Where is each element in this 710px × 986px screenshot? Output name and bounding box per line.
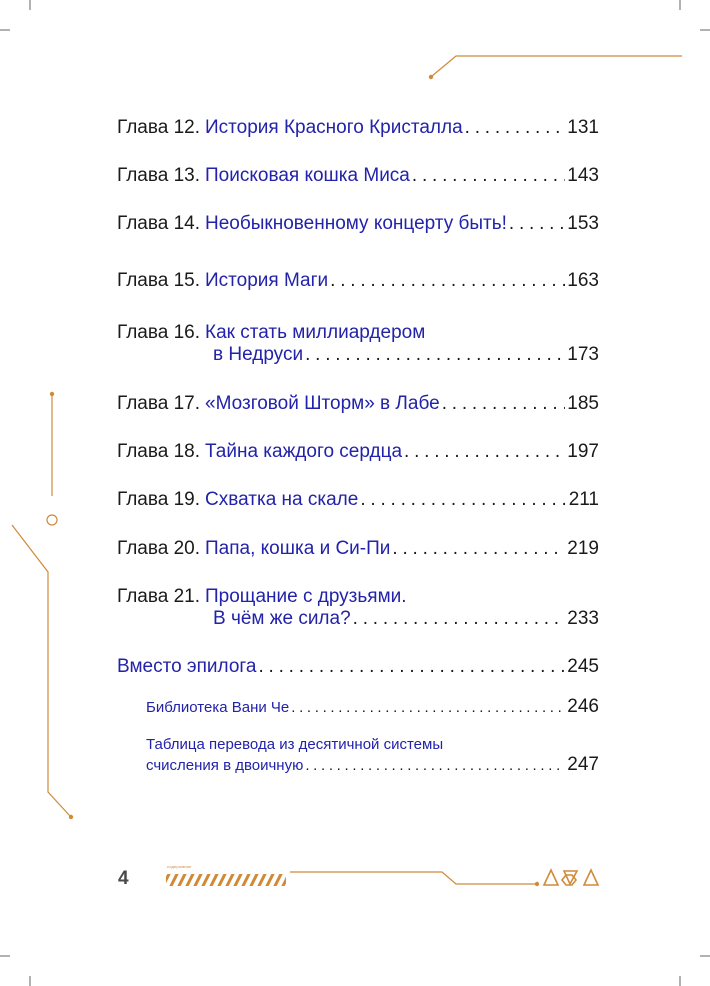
page-ref: 197 (567, 441, 599, 462)
dot-leader (392, 538, 565, 560)
epilogue-title: Вместо эпилога (117, 656, 257, 677)
chapter-number: Глава 18. (117, 441, 201, 462)
chapter-number: Глава 14. (117, 213, 201, 234)
chapter-number: Глава 12. (117, 117, 201, 138)
appendix-title: Таблица перевода из десятичной системы (146, 736, 444, 753)
page-ref: 245 (567, 656, 599, 677)
dot-leader (258, 656, 565, 678)
chapter-title: Как стать миллиардером (205, 322, 426, 343)
toc-entry-appendix[interactable] (146, 697, 599, 718)
chapter-title: Поисковая кошка Миса (205, 165, 410, 186)
dot-leader (305, 756, 565, 776)
toc-entry[interactable] (117, 586, 599, 630)
chapter-title: «Мозговой Шторм» в Лабе (205, 393, 440, 414)
toc-entry[interactable] (117, 489, 599, 511)
chapter-title: История Маги (205, 270, 329, 291)
toc-entry[interactable] (117, 441, 599, 463)
chapter-number: Глава 19. (117, 489, 201, 510)
chapter-title: История Красного Кристалла (205, 117, 463, 138)
page-ref: 173 (567, 344, 599, 365)
page-ref: 153 (567, 213, 599, 234)
chapter-number: Глава 15. (117, 270, 201, 291)
dot-leader (291, 698, 565, 718)
toc-entry[interactable] (117, 270, 599, 292)
appendix-title-continuation: счисления в двоичную (146, 757, 304, 774)
page-ref: 185 (567, 393, 599, 414)
chapter-title: Прощание с друзьями. (205, 586, 407, 607)
dot-leader (353, 608, 566, 630)
chapter-title: Необыкновенному концерту быть! (205, 213, 507, 234)
dot-leader (404, 441, 565, 463)
page-ref: 131 (567, 117, 599, 138)
chapter-number: Глава 13. (117, 165, 201, 186)
page-ref: 247 (567, 754, 599, 775)
chapter-number: Глава 21. (117, 586, 201, 607)
section-label: содержание (167, 864, 192, 869)
page-ref: 219 (567, 538, 599, 559)
page-number: 4 (118, 868, 129, 889)
toc-entry[interactable] (117, 213, 599, 235)
dot-leader (442, 393, 566, 415)
appendix-title: Библиотека Вани Че (146, 699, 290, 716)
page-ref: 211 (568, 489, 599, 510)
page-ref: 143 (567, 165, 599, 186)
chapter-title: Схватка на скале (205, 489, 359, 510)
dot-leader (330, 270, 565, 292)
chapter-title: Папа, кошка и Си-Пи (205, 538, 391, 559)
dot-leader (465, 117, 566, 139)
toc-entry[interactable] (117, 393, 599, 415)
toc-entry[interactable] (117, 117, 599, 139)
chapter-title-continuation: В чём же сила? (213, 608, 351, 629)
dot-leader (509, 213, 565, 235)
toc-entry[interactable] (117, 322, 599, 366)
dot-leader (412, 165, 565, 187)
chapter-number: Глава 16. (117, 322, 201, 343)
chapter-title-continuation: в Недруси (213, 344, 304, 365)
toc-entry[interactable] (117, 165, 599, 187)
page-ref: 233 (567, 608, 599, 629)
toc-entry[interactable] (117, 538, 599, 560)
chapter-title: Тайна каждого сердца (205, 441, 403, 462)
dot-leader (360, 489, 566, 511)
chapter-number: Глава 17. (117, 393, 201, 414)
toc-entry-appendix[interactable] (146, 735, 599, 776)
dot-leader (305, 344, 565, 366)
chapter-number: Глава 20. (117, 538, 201, 559)
toc-entry-epilogue[interactable] (117, 656, 599, 678)
page-ref: 246 (567, 696, 599, 717)
page-ref: 163 (567, 270, 599, 291)
